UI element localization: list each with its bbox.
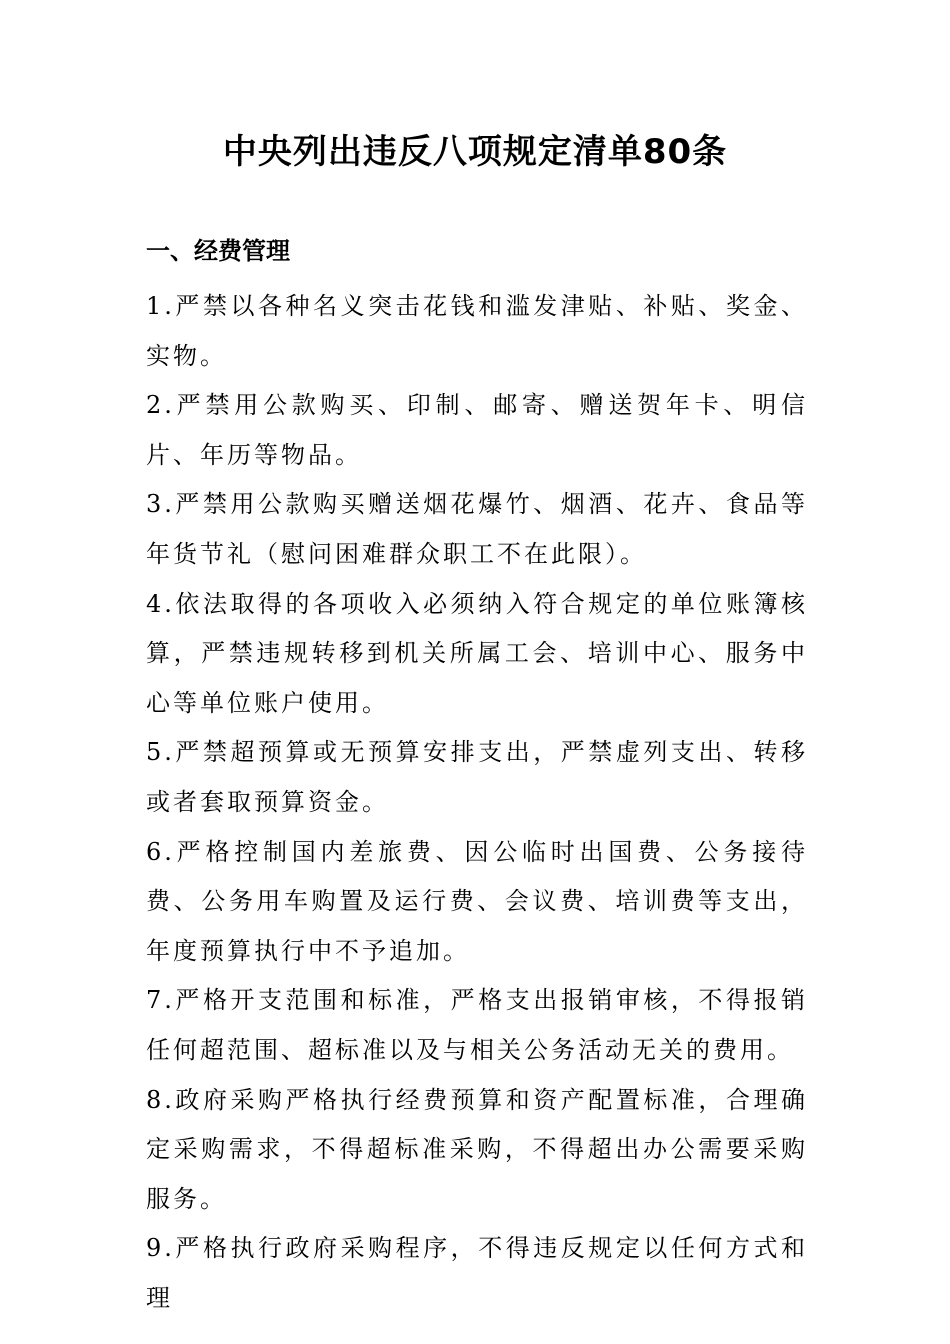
list-item: 7.严格开支范围和标准，严格支出报销审核，不得报销任何超范围、超标准以及与相关公务活动无关的费用。: [146, 986, 808, 1064]
list-item: 2.严禁用公款购买、印制、邮寄、赠送贺年卡、明信片、年历等物品。: [146, 391, 808, 469]
section-heading: 一、经费管理: [146, 237, 290, 265]
list-item: 5.严禁超预算或无预算安排支出，严禁虚列支出、转移或者套取预算资金。: [146, 738, 808, 816]
list-item: 4.依法取得的各项收入必须纳入符合规定的单位账簿核算，严禁违规转移到机关所属工会、培训中心、服务中心等单位账户使用。: [146, 589, 808, 717]
list-item: 1.严禁以各种名义突击花钱和滥发津贴、补贴、奖金、实物。: [146, 292, 808, 370]
document-title: 中央列出违反八项规定清单80条: [222, 132, 728, 172]
list-item: 8.政府采购严格执行经费预算和资产配置标准，合理确定采购需求，不得超标准采购，不得超出办公需要采购服务。: [146, 1085, 808, 1213]
list-item: 3.严禁用公款购买赠送烟花爆竹、烟酒、花卉、食品等年货节礼（慰问困难群众职工不在此限）。: [146, 490, 808, 568]
list-item: 6.严格控制国内差旅费、因公临时出国费、公务接待费、公务用车购置及运行费、会议费、培训费等支出，年度预算执行中不予追加。: [146, 837, 808, 965]
section-body: [146, 282, 808, 1323]
list-item: 9.严格执行政府采购程序，不得违反规定以任何方式和理: [146, 1234, 808, 1312]
